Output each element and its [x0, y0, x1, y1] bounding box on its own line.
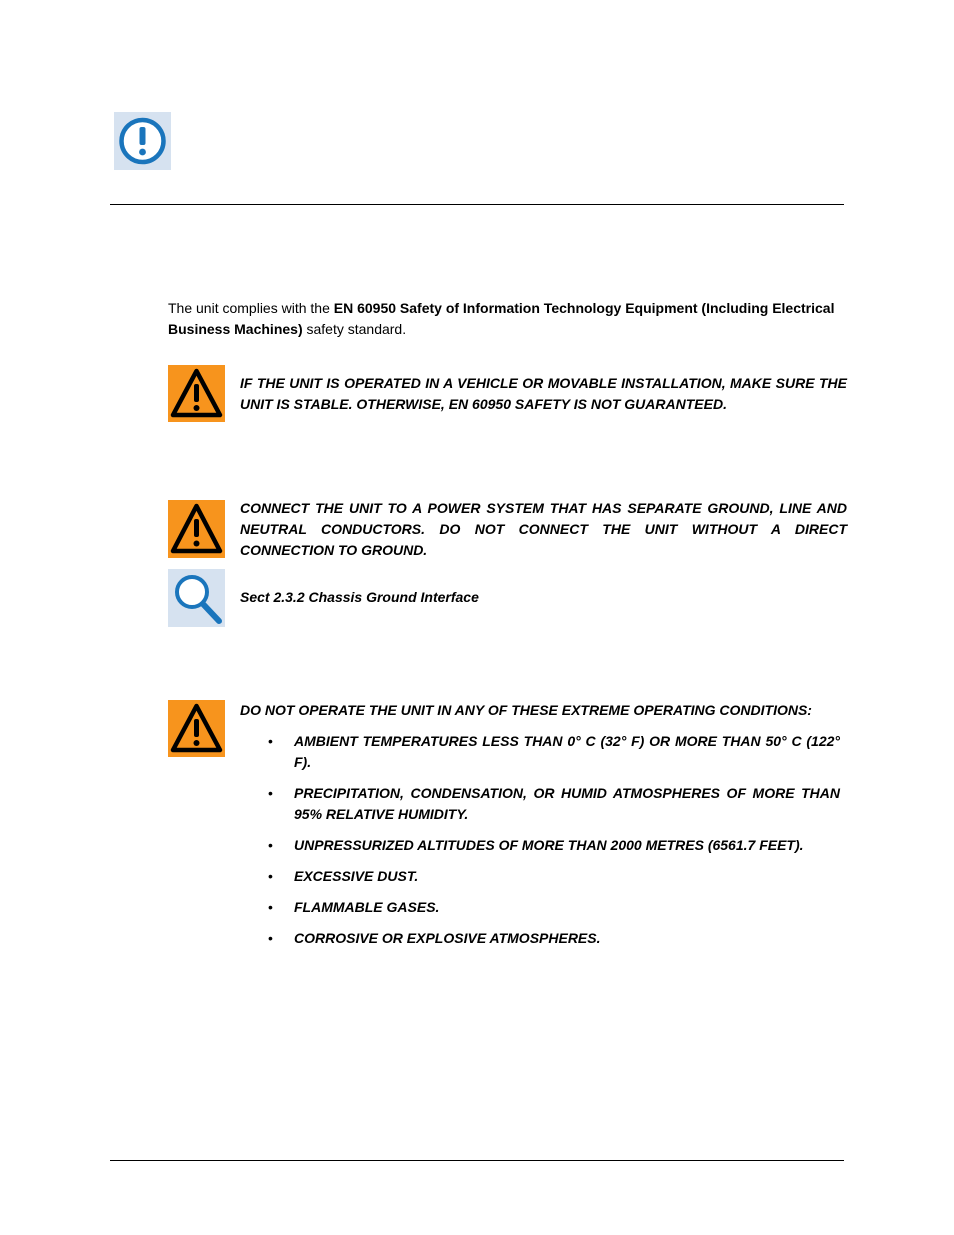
compliance-paragraph [168, 298, 848, 340]
conditions-list [240, 731, 840, 959]
reference-text: Sect 2.3.2 Chassis Ground Interface [240, 589, 479, 605]
list-item: • PRECIPITATION, CONDENSATION, OR HUMID ATMOSPHERES OF MORE THAN 95% RELATIVE HUMIDITY. [240, 783, 840, 825]
power-warning-text: CONNECT THE UNIT TO A POWER SYSTEM THAT HAS SEPARATE GROUND, LINE AND NEUTRAL CONDUCTORS. DO NOT CONNECT THE UNIT WITHOUT A DIRECT CONNECTION TO GROUND. [240, 500, 847, 558]
warning-icon [168, 500, 225, 558]
vehicle-warning-text: IF THE UNIT IS OPERATED IN A VEHICLE OR MOVABLE INSTALLATION, MAKE SURE THE UNIT IS STABLE. OTHERWISE, EN 60950 SAFETY IS NOT GUARANTEED. [240, 375, 847, 412]
exclamation-icon [114, 112, 171, 170]
list-item: • CORROSIVE OR EXPLOSIVE ATMOSPHERES. [240, 928, 840, 949]
list-item: • AMBIENT TEMPERATURES LESS THAN 0° C (32° F) OR MORE THAN 50° C (122° F). [240, 731, 840, 773]
header-divider [110, 204, 844, 205]
compliance-prefix: The unit complies with the [168, 300, 334, 316]
list-item: • EXCESSIVE DUST. [240, 866, 840, 887]
compliance-suffix: safety standard. [302, 321, 407, 337]
list-item: • UNPRESSURIZED ALTITUDES OF MORE THAN 2000 METRES (6561.7 FEET). [240, 835, 840, 856]
list-item: • FLAMMABLE GASES. [240, 897, 840, 918]
conditions-intro: DO NOT OPERATE THE UNIT IN ANY OF THESE EXTREME OPERATING CONDITIONS: [240, 702, 812, 718]
footer-divider [110, 1160, 844, 1161]
magnifier-icon [168, 569, 225, 627]
warning-icon [168, 365, 225, 422]
warning-icon [168, 700, 225, 757]
compliance-standard: EN 60950 Safety of Information Technology Equipment (Including Electrical Business Machines) [168, 300, 835, 337]
